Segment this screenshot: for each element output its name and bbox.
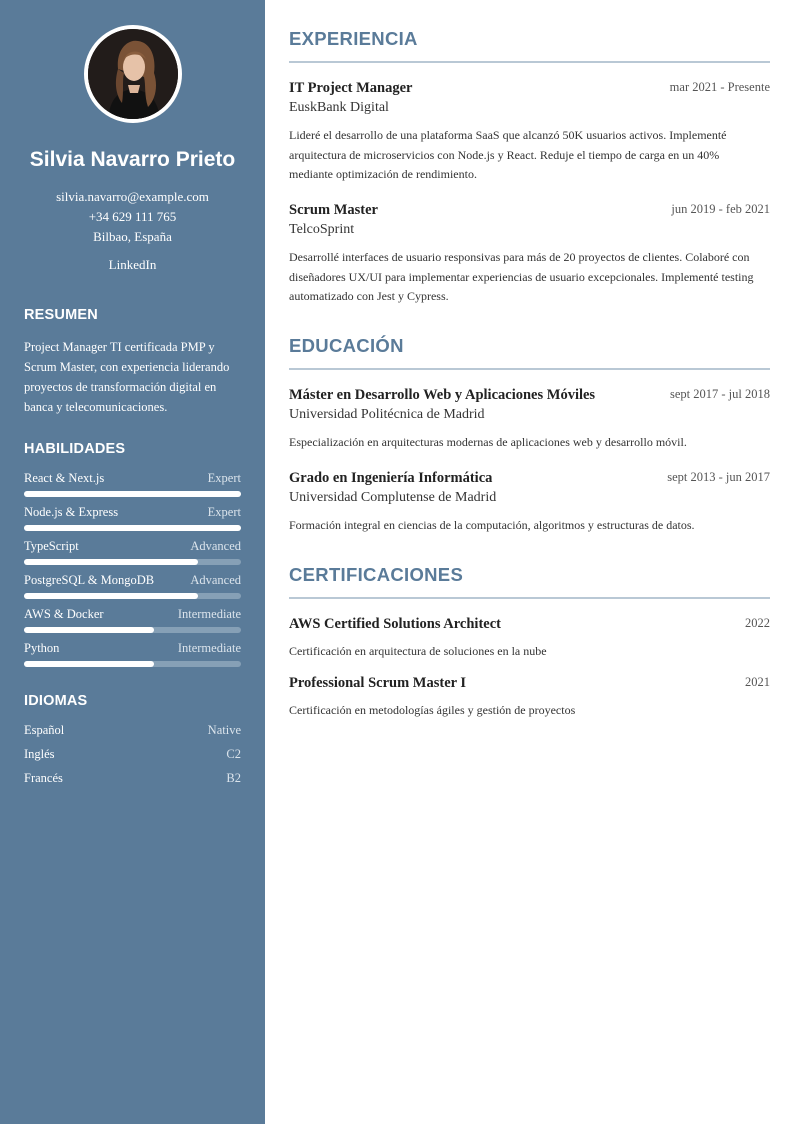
skill-progress-track [24, 627, 241, 633]
language-item [24, 771, 241, 789]
skill-name: Python [24, 641, 60, 655]
experience-item-description: Desarrollé interfaces de usuario responsivas para más de 20 proyectos de clientes. Colaboré con diseñadores UX/UI para implementar experiencias de usuario excepcionales. Implementé testing automatizado con Jest y Cypress. [289, 250, 754, 303]
sidebar [0, 0, 265, 1124]
certification-item-title: Professional Scrum Master I [289, 675, 467, 691]
certification-item-description: Certificación en arquitectura de soluciones en la nube [289, 644, 547, 658]
skill-level: Expert [207, 471, 241, 485]
experience-item-description: Lideré el desarrollo de una plataforma SaaS que alcanzó 50K usuarios activos. Implementé arquitectura de microservicios con Node.js y React. Reduje el tiempo de carga en un 40% mediante optimización de rendimiento. [289, 128, 727, 181]
skill-item [24, 573, 241, 603]
experience-divider [289, 61, 770, 63]
education-divider [289, 368, 770, 370]
linkedin-link[interactable]: LinkedIn [108, 257, 157, 272]
language-name: Inglés [24, 747, 55, 761]
skill-level: Intermediate [177, 607, 241, 621]
summary-heading: RESUMEN [24, 307, 98, 323]
experience-item-date: mar 2021 - Presente [669, 80, 770, 94]
language-name: Francés [24, 771, 63, 785]
skill-progress-fill [24, 525, 241, 531]
skill-item [24, 471, 241, 501]
skill-name: TypeScript [24, 539, 79, 553]
experience-item-title: Scrum Master [289, 202, 378, 218]
skill-progress-fill [24, 661, 154, 667]
skill-level: Advanced [190, 539, 241, 553]
skill-progress-track [24, 525, 241, 531]
skill-name: AWS & Docker [24, 607, 104, 621]
education-item-date: sept 2013 - jun 2017 [667, 470, 770, 484]
profile-name: Silvia Navarro Prieto [29, 148, 236, 171]
skill-progress-fill [24, 593, 198, 599]
certifications-heading: CERTIFICACIONES [289, 564, 464, 585]
language-level: C2 [226, 747, 241, 761]
certification-item-description: Certificación en metodologías ágiles y gestión de proyectos [289, 703, 576, 717]
language-level: Native [207, 723, 241, 737]
skill-level: Expert [207, 505, 241, 519]
skill-progress-track [24, 491, 241, 497]
experience-item-title: IT Project Manager [289, 80, 413, 96]
certification-item-title: AWS Certified Solutions Architect [289, 616, 501, 632]
certifications-divider [289, 597, 770, 599]
skill-item [24, 505, 241, 535]
experience-item-company: EuskBank Digital [289, 100, 389, 115]
skill-item [24, 641, 241, 671]
skill-name: Node.js & Express [24, 505, 119, 519]
contact-email[interactable]: silvia.navarro@example.com [56, 189, 209, 204]
experience-item-date: jun 2019 - feb 2021 [671, 202, 770, 216]
skill-name: PostgreSQL & MongoDB [24, 573, 155, 587]
education-item-date: sept 2017 - jul 2018 [670, 387, 770, 401]
language-level: B2 [226, 771, 241, 785]
certification-item-year: 2021 [745, 675, 770, 689]
skills-heading: HABILIDADES [24, 441, 126, 457]
avatar-photo [88, 29, 178, 119]
skill-progress-track [24, 661, 241, 667]
skill-progress-track [24, 593, 241, 599]
education-item-institution: Universidad Politécnica de Madrid [289, 407, 485, 422]
skill-progress-fill [24, 559, 198, 565]
skill-name: React & Next.js [24, 471, 105, 485]
experience-item-company: TelcoSprint [289, 222, 355, 237]
contact-location: Bilbao, España [93, 229, 172, 244]
contact-phone: +34 629 111 765 [88, 209, 177, 224]
avatar [84, 25, 182, 123]
language-item [24, 723, 241, 741]
summary-text: Project Manager TI certificada PMP y Scrum Master, con experiencia liderando proyectos de transformación digital en banca y telecomunicaciones. [24, 340, 230, 414]
skill-progress-track [24, 559, 241, 565]
languages-heading: IDIOMAS [24, 693, 88, 709]
skill-level: Intermediate [177, 641, 241, 655]
certification-item-year: 2022 [745, 616, 770, 630]
skill-progress-fill [24, 491, 241, 497]
experience-heading: EXPERIENCIA [289, 28, 418, 49]
skill-level: Advanced [190, 573, 241, 587]
skill-progress-fill [24, 627, 154, 633]
education-item-description: Formación integral en ciencias de la computación, algoritmos y estructuras de datos. [289, 518, 695, 532]
education-item-description: Especialización en arquitecturas modernas de aplicaciones web y desarrollo móvil. [289, 435, 687, 449]
skill-item [24, 539, 241, 569]
education-item-institution: Universidad Complutense de Madrid [289, 490, 497, 505]
language-item [24, 747, 241, 765]
education-heading: EDUCACIÓN [289, 335, 404, 356]
language-name: Español [24, 723, 65, 737]
skill-item [24, 607, 241, 637]
education-item-title: Grado en Ingeniería Informática [289, 470, 493, 486]
education-item-title: Máster en Desarrollo Web y Aplicaciones Móviles [289, 387, 596, 403]
